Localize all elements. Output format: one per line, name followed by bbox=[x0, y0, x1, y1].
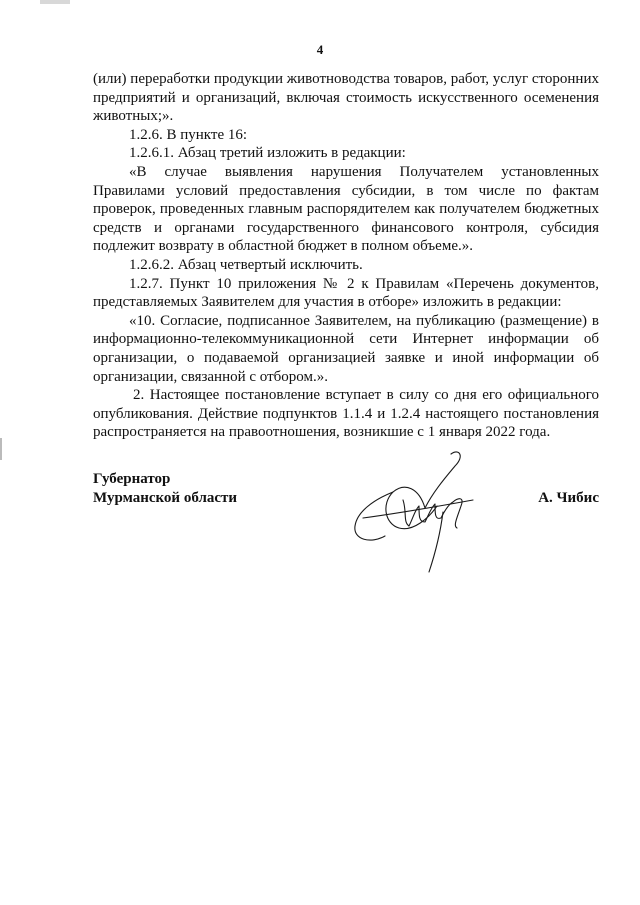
paragraph-1-2-6-1: 1.2.6.1. Абзац третий изложить в редакции: bbox=[129, 145, 406, 162]
paragraph-quote-consent: «10. Согласие, подписанное Заявителем, на публикацию (размещение) в информационно-телекоммуникационной сети Интернет информации об организации, о подаваемой организацией заявке и иной информации об организации, связанной с отбором.». bbox=[93, 312, 599, 385]
signer-title-line2: Мурманской области bbox=[93, 490, 238, 506]
page-number: 4 bbox=[316, 42, 324, 57]
paragraph-1-2-6-2: 1.2.6.2. Абзац четвертый исключить. bbox=[129, 256, 363, 273]
signature-block bbox=[93, 470, 599, 610]
paragraph-1-2-7: 1.2.7. Пункт 10 приложения № 2 к Правилам «Перечень документов, представляемых Заявителем для участия в отборе» изложить в редакции: bbox=[93, 275, 599, 311]
paragraph-quote-violation: «В случае выявления нарушения Получателем установленных Правилами условий предоставления субсидии, в том числе по фактам проверок, проведенных главным распорядителем как получателем бюджетных средств и органами государственного финансового контроля, субсидия подлежит возврату в областной бюджет в полном объеме.». bbox=[93, 163, 599, 255]
handwritten-signature-icon bbox=[333, 448, 493, 583]
paragraph-1-2-6: 1.2.6. В пункте 16: bbox=[129, 126, 248, 143]
signer-title-line1: Губернатор bbox=[93, 471, 171, 487]
scan-artifact-top bbox=[40, 0, 70, 4]
signer-name: А. Чибис bbox=[538, 490, 599, 506]
paragraph-continuation: (или) переработки продукции животноводства товаров, работ, услуг сторонних предприятий и организаций, включая стоимость искусственного осеменения животных;». bbox=[93, 71, 599, 125]
document-body bbox=[93, 70, 599, 442]
paragraph-2-effective-date: 2. Настоящее постановление вступает в силу со дня его официального опубликования. Действие подпунктов 1.1.4 и 1.2.4 настоящего постановления распространяется на правоотношения, возникшие с 1 января 2022 года. bbox=[93, 387, 599, 441]
scan-artifact-margin bbox=[0, 438, 2, 460]
signer-title bbox=[93, 470, 237, 508]
